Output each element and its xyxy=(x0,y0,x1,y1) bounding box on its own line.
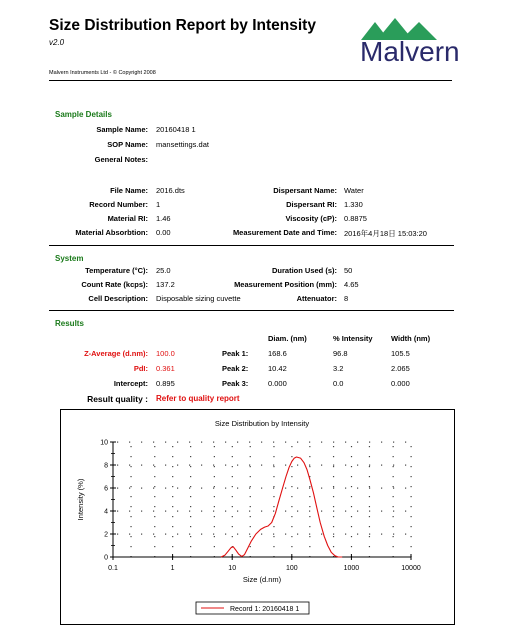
duration-label: Duration Used (s): xyxy=(271,266,337,275)
sample-name-label: Sample Name: xyxy=(96,125,148,134)
viscosity-value: 0.8875 xyxy=(344,214,367,223)
report-version: v2.0 xyxy=(49,38,65,47)
general-notes-label: General Notes: xyxy=(94,155,148,164)
peak-2-intensity: 3.2 xyxy=(333,364,344,373)
measurement-position-label: Measurement Position (mm): xyxy=(234,280,337,289)
y-tick-label-3: 6 xyxy=(104,485,108,493)
chart-title: Size Distribution by Intensity xyxy=(214,419,310,428)
sample-name-value: 20160418 1 xyxy=(156,125,196,134)
material-ri-value: 1.46 xyxy=(156,214,171,223)
y-tick-label-5: 10 xyxy=(100,439,108,447)
peak-1-intensity: 96.8 xyxy=(333,349,348,358)
file-name-label: File Name: xyxy=(110,186,148,195)
col-intensity-header: % Intensity xyxy=(333,334,373,343)
viscosity-label: Viscosity (cP): xyxy=(285,214,337,223)
peak-3-label: Peak 3: xyxy=(222,379,249,388)
dispersant-name-value: Water xyxy=(344,186,364,195)
x-axis-label: Size (d.nm) xyxy=(242,575,282,584)
cell-description-value: Disposable sizing cuvette xyxy=(156,294,241,303)
measurement-position-value: 4.65 xyxy=(344,280,359,289)
peak-3-intensity: 0.0 xyxy=(333,379,344,388)
record-number-label: Record Number: xyxy=(89,200,148,209)
result-quality-label: Result quality : xyxy=(87,394,148,404)
cell-description-label: Cell Description: xyxy=(88,294,148,303)
count-rate-label: Count Rate (kcps): xyxy=(81,280,148,289)
sample-divider xyxy=(49,245,454,246)
malvern-logo-text: Malvern xyxy=(360,36,460,67)
measurement-date-value: 2016年4月18日 15:03:20 xyxy=(344,229,427,238)
x-tick-label-5: 10000 xyxy=(401,565,421,572)
record-number-value: 1 xyxy=(156,200,161,209)
attenuator-value: 8 xyxy=(344,294,349,303)
sop-name-label: SOP Name: xyxy=(107,140,148,149)
peak-3-width: 0.000 xyxy=(391,379,410,388)
file-name-value: 2016.dts xyxy=(156,186,185,195)
x-tick-label-1: 1 xyxy=(170,565,175,572)
z-average-value: 100.0 xyxy=(156,349,175,358)
peak-1-label: Peak 1: xyxy=(222,349,249,358)
x-tick-label-2: 10 xyxy=(228,565,237,572)
pdi-value: 0.361 xyxy=(156,364,175,373)
report-title: Size Distribution Report by Intensity xyxy=(49,17,316,34)
chart-grid xyxy=(117,442,412,558)
dispersant-ri-value: 1.330 xyxy=(344,200,363,209)
result-quality-link[interactable]: Refer to quality report xyxy=(156,394,240,403)
size-distribution-chart xyxy=(60,409,455,625)
section-sample-details: Sample Details xyxy=(55,110,112,119)
copyright-text: Malvern Instruments Ltd - © Copyright 2008 xyxy=(49,70,156,76)
y-tick-label-0: 0 xyxy=(104,554,108,562)
x-tick-label-4: 1000 xyxy=(343,565,360,572)
duration-value: 50 xyxy=(344,266,353,275)
series-line-0 xyxy=(221,457,342,557)
count-rate-value: 137.2 xyxy=(156,280,175,289)
temperature-value: 25.0 xyxy=(156,266,171,275)
peak-1-width: 105.5 xyxy=(391,349,410,358)
col-width-header: Width (nm) xyxy=(391,334,431,343)
z-average-label: Z-Average (d.nm): xyxy=(84,349,148,358)
y-tick-label-4: 8 xyxy=(104,462,108,470)
material-ri-label: Material RI: xyxy=(107,214,148,223)
x-tick-label-3: 100 xyxy=(285,565,298,572)
intercept-value: 0.895 xyxy=(156,379,175,388)
peak-2-diam: 10.42 xyxy=(268,364,287,373)
legend-label: Record 1: 20160418 1 xyxy=(230,606,300,613)
peak-2-label: Peak 2: xyxy=(222,364,249,373)
peak-3-diam: 0.000 xyxy=(268,379,287,388)
pdi-label: PdI: xyxy=(133,364,148,373)
attenuator-label: Attenuator: xyxy=(296,294,337,303)
dispersant-ri-label: Dispersant RI: xyxy=(286,200,337,209)
chart-svg xyxy=(61,410,454,624)
header-divider xyxy=(49,80,452,81)
system-divider xyxy=(49,310,454,311)
section-system: System xyxy=(55,254,84,263)
peak-1-diam: 168.6 xyxy=(268,349,287,358)
y-axis-label: Intensity (%) xyxy=(76,478,85,521)
dispersant-name-label: Dispersant Name: xyxy=(273,186,337,195)
material-absorption-value: 0.00 xyxy=(156,228,171,237)
y-tick-label-2: 4 xyxy=(104,508,108,516)
col-diam-header: Diam. (nm) xyxy=(268,334,307,343)
peak-2-width: 2.065 xyxy=(391,364,410,373)
intercept-label: Intercept: xyxy=(113,379,148,388)
measurement-date-label: Measurement Date and Time: xyxy=(232,228,337,237)
section-results: Results xyxy=(55,319,84,328)
x-tick-label-0: 0.1 xyxy=(108,565,118,572)
sop-name-value: mansettings.dat xyxy=(156,140,209,149)
temperature-label: Temperature (°C): xyxy=(85,266,148,275)
y-tick-label-1: 2 xyxy=(104,531,108,539)
material-absorption-label: Material Absorbtion: xyxy=(75,228,148,237)
